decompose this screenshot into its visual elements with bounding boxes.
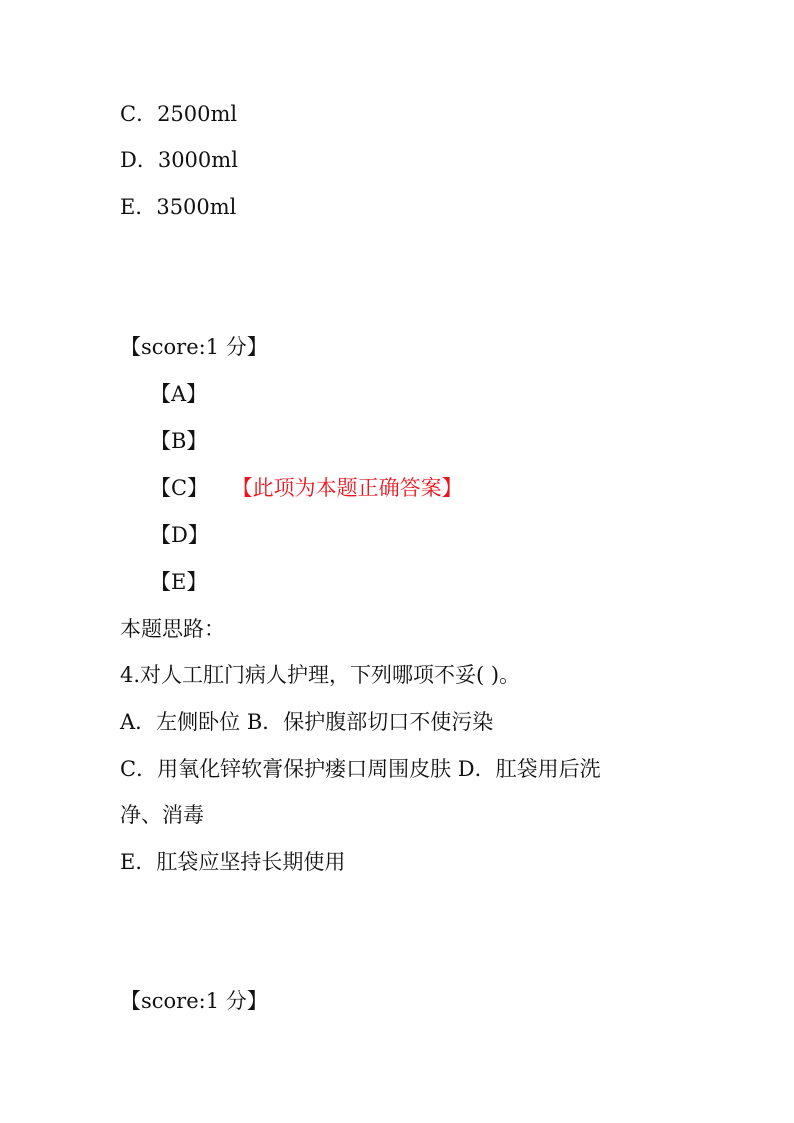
choice-e: 【E】 — [150, 570, 208, 594]
correct-answer-mark: 【此项为本题正确答案】 — [242, 476, 463, 500]
score-label: 【score:1 分】 — [120, 989, 268, 1013]
question-option-line: A．左侧卧位 B．保护腹部切口不使污染 — [120, 710, 494, 734]
score-label: 【score:1 分】 — [120, 335, 268, 359]
option-e-prev: E．3500ml — [120, 195, 237, 219]
choice-b: 【B】 — [150, 429, 208, 453]
question-option-line: C．用氧化锌软膏保护瘘口周围皮肤 D．肛袋用后洗 — [120, 757, 601, 781]
choice-c: 【C】 — [150, 476, 209, 500]
explanation-label: 本题思路： — [120, 617, 225, 641]
question-option-line: E．肛袋应坚持长期使用 — [120, 850, 346, 874]
question-stem: 4.对人工肛门病人护理，下列哪项不妥( )。 — [120, 663, 521, 687]
choice-d: 【D】 — [150, 523, 209, 547]
option-d-prev: D．3000ml — [120, 148, 238, 172]
choice-c-row — [150, 474, 463, 502]
option-c-prev: C．2500ml — [120, 102, 238, 126]
choice-a: 【A】 — [150, 382, 208, 406]
question-option-line: 净、消毒 — [120, 803, 204, 827]
